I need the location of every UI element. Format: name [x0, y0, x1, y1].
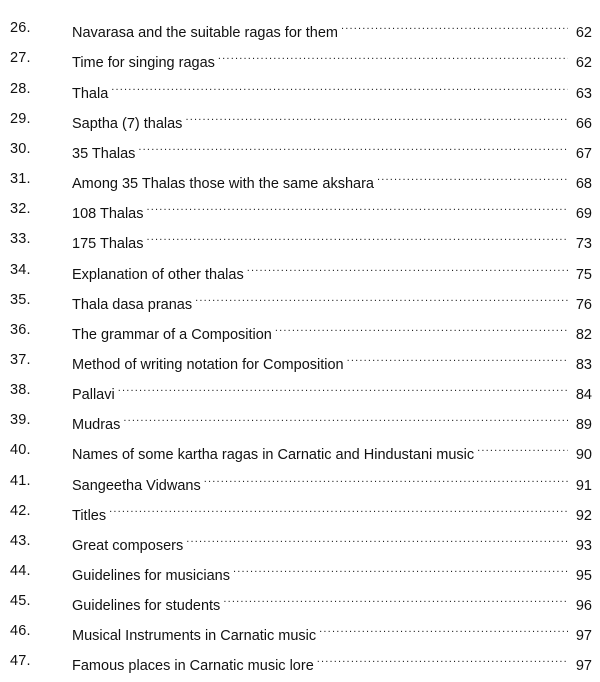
entry-number: 29.: [10, 111, 31, 127]
dot-leader: [186, 532, 568, 550]
dot-leader: [477, 441, 568, 459]
entry-title: Method of writing notation for Composition: [72, 357, 344, 373]
entry-title: Musical Instruments in Carnatic music: [72, 628, 317, 644]
entry-page-number: 62: [575, 25, 592, 41]
entry-page-number: 95: [575, 568, 592, 584]
entry-number: 33.: [10, 231, 31, 247]
entry-number: 46.: [10, 623, 31, 639]
dot-leader: [275, 321, 568, 339]
entry-title: Great composers: [72, 538, 184, 554]
dot-leader: [204, 472, 568, 490]
dot-leader: [317, 652, 568, 670]
toc-entry: [0, 411, 600, 441]
entry-title: 108 Thalas: [72, 206, 144, 222]
entry-number: 44.: [10, 563, 31, 579]
toc-entry: [0, 80, 600, 110]
entry-title: Mudras: [72, 417, 121, 433]
entry-title: Guidelines for students: [72, 598, 221, 614]
dot-leader: [118, 381, 568, 399]
entry-number: 43.: [10, 533, 31, 549]
entry-page-number: 68: [575, 176, 592, 192]
entry-title: Navarasa and the suitable ragas for them: [72, 25, 338, 41]
dot-leader: [138, 140, 568, 158]
entry-number: 42.: [10, 503, 31, 519]
dot-leader: [347, 351, 568, 369]
dot-leader: [185, 110, 568, 128]
entry-number: 26.: [10, 20, 31, 36]
entry-title: Time for singing ragas: [72, 55, 215, 71]
toc-entry: [0, 261, 600, 291]
toc-entry: [0, 472, 600, 502]
toc-entry: [0, 381, 600, 411]
entry-title: Titles: [72, 508, 107, 524]
entry-number: 36.: [10, 322, 31, 338]
entry-number: 37.: [10, 352, 31, 368]
entry-page-number: 93: [575, 538, 592, 554]
entry-number: 31.: [10, 171, 31, 187]
entry-number: 47.: [10, 653, 31, 669]
toc-entry: [0, 532, 600, 562]
entry-title: 175 Thalas: [72, 236, 144, 252]
entry-page-number: 62: [575, 55, 592, 71]
entry-page-number: 69: [575, 206, 592, 222]
dot-leader: [233, 562, 568, 580]
toc-entry: [0, 441, 600, 471]
dot-leader: [247, 261, 568, 279]
toc-entry: [0, 140, 600, 170]
toc-entry: [0, 321, 600, 351]
dot-leader: [146, 230, 568, 248]
entry-title: Sangeetha Vidwans: [72, 478, 201, 494]
entry-page-number: 66: [575, 116, 592, 132]
dot-leader: [223, 592, 568, 610]
dot-leader: [146, 200, 568, 218]
entry-title: Pallavi: [72, 387, 115, 403]
entry-page-number: 75: [575, 267, 592, 283]
entry-page-number: 84: [575, 387, 592, 403]
entry-page-number: 63: [575, 86, 592, 102]
toc-entry: [0, 230, 600, 260]
entry-number: 39.: [10, 412, 31, 428]
toc-entry: [0, 592, 600, 622]
entry-page-number: 96: [575, 598, 592, 614]
dot-leader: [319, 622, 568, 640]
entry-page-number: 67: [575, 146, 592, 162]
entry-page-number: 97: [575, 658, 592, 674]
entry-title: Famous places in Carnatic music lore: [72, 658, 314, 674]
dot-leader: [123, 411, 568, 429]
entry-page-number: 82: [575, 327, 592, 343]
toc-entry: [0, 622, 600, 652]
entry-title: Saptha (7) thalas: [72, 116, 183, 132]
entry-number: 35.: [10, 292, 31, 308]
entry-number: 27.: [10, 50, 31, 66]
entry-title: Thala: [72, 86, 109, 102]
entry-number: 30.: [10, 141, 31, 157]
dot-leader: [109, 502, 568, 520]
entry-number: 34.: [10, 262, 31, 278]
dot-leader: [377, 170, 568, 188]
toc-entry: [0, 200, 600, 230]
entry-page-number: 83: [575, 357, 592, 373]
toc-entry: [0, 110, 600, 140]
toc-entry: [0, 291, 600, 321]
toc-entry: [0, 502, 600, 532]
entry-page-number: 92: [575, 508, 592, 524]
toc-entry: [0, 652, 600, 682]
entry-title: The grammar of a Composition: [72, 327, 272, 343]
toc-entry: [0, 562, 600, 592]
entry-title: 35 Thalas: [72, 146, 136, 162]
dot-leader: [218, 49, 568, 67]
dot-leader: [111, 80, 568, 98]
toc-entry: [0, 19, 600, 49]
entry-page-number: 97: [575, 628, 592, 644]
entry-title: Among 35 Thalas those with the same akshara: [72, 176, 374, 192]
entry-number: 38.: [10, 382, 31, 398]
entry-page-number: 76: [575, 297, 592, 313]
entry-number: 28.: [10, 81, 31, 97]
entry-title: Guidelines for musicians: [72, 568, 230, 584]
entry-number: 41.: [10, 473, 31, 489]
entry-page-number: 89: [575, 417, 592, 433]
entry-number: 40.: [10, 442, 31, 458]
entry-page-number: 73: [575, 236, 592, 252]
dot-leader: [341, 19, 568, 37]
toc-entry: [0, 49, 600, 79]
toc-entry: [0, 351, 600, 381]
dot-leader: [195, 291, 568, 309]
entry-page-number: 90: [575, 447, 592, 463]
entry-number: 45.: [10, 593, 31, 609]
entry-number: 32.: [10, 201, 31, 217]
entry-title: Names of some kartha ragas in Carnatic and Hindustani music: [72, 447, 475, 463]
entry-title: Explanation of other thalas: [72, 267, 244, 283]
toc-entry: [0, 170, 600, 200]
entry-title: Thala dasa pranas: [72, 297, 193, 313]
entry-page-number: 91: [575, 478, 592, 494]
